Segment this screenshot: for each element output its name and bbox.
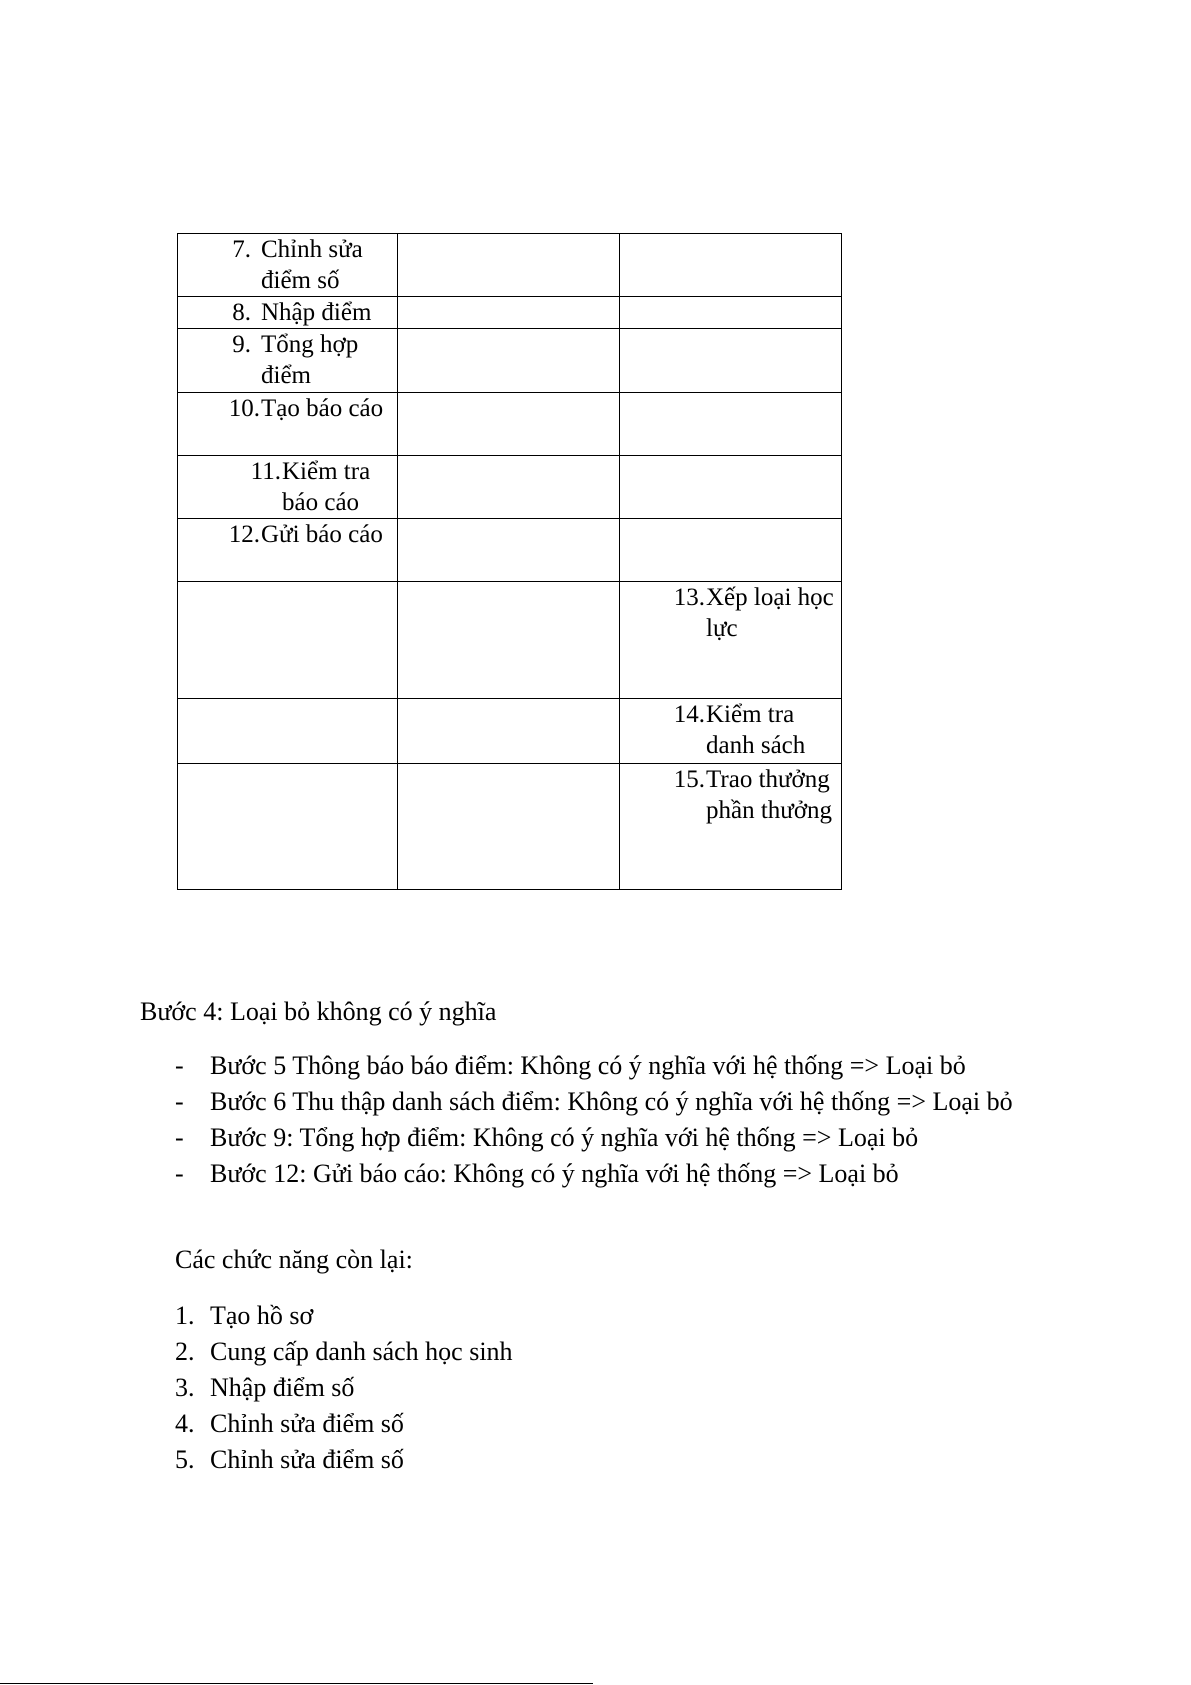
list-item-text: Bước 12: Gửi báo cáo: Không có ý nghĩa với hệ thống => Loại bỏ [210, 1159, 899, 1188]
table-cell [398, 297, 620, 329]
table-cell [178, 456, 398, 519]
table-row [178, 764, 842, 890]
table-cell [398, 519, 620, 582]
table-cell [398, 456, 620, 519]
table-item [178, 456, 397, 518]
table-row [178, 519, 842, 582]
table-item [178, 329, 397, 391]
table-cell [178, 699, 398, 764]
step4-heading: Bước 4: Loại bỏ không có ý nghĩa [140, 997, 497, 1026]
footnote-rule [0, 1683, 593, 1684]
table-cell [398, 764, 620, 890]
list-number: 5. [175, 1445, 195, 1474]
table-item [178, 297, 397, 328]
list-item [175, 1048, 1055, 1084]
bullet-marker: - [175, 1123, 184, 1152]
table-cell [178, 764, 398, 890]
list-item-text: Chỉnh sửa điểm số [210, 1445, 404, 1474]
list-number: 4. [175, 1409, 195, 1438]
table-row [178, 582, 842, 699]
item-number: 11. [250, 458, 281, 485]
list-item [175, 1120, 1055, 1156]
list-item [175, 1156, 1055, 1192]
item-number: 8. [232, 299, 251, 326]
item-text: Xếp loại học lực [706, 584, 834, 642]
table-row [178, 393, 842, 456]
table-cell [178, 234, 398, 297]
table-row [178, 456, 842, 519]
table-cell [178, 329, 398, 393]
item-number: 10. [228, 395, 260, 422]
table-item [620, 764, 841, 826]
table-item [178, 234, 397, 296]
list-number: 1. [175, 1301, 195, 1330]
item-text: Kiểm tra báo cáo [282, 458, 371, 516]
remaining-functions-list [175, 1298, 513, 1478]
bullet-marker: - [175, 1159, 184, 1188]
item-text: Gửi báo cáo [261, 521, 383, 548]
table-cell [398, 329, 620, 393]
table-row [178, 329, 842, 393]
list-item-text: Bước 6 Thu thập danh sách điểm: Không có ý nghĩa với hệ thống => Loại bỏ [210, 1087, 1013, 1116]
item-number: 12. [228, 521, 260, 548]
function-table [177, 233, 842, 890]
table-cell [620, 297, 842, 329]
list-item [175, 1370, 513, 1406]
table-row [178, 297, 842, 329]
table-item [620, 582, 841, 644]
list-item-text: Tạo hồ sơ [210, 1301, 314, 1330]
item-text: Tạo báo cáo [261, 395, 384, 422]
table-cell [620, 456, 842, 519]
item-number: 13. [673, 584, 705, 611]
table-cell [620, 234, 842, 297]
list-item [175, 1084, 1055, 1120]
table-cell [178, 582, 398, 699]
list-item-text: Chỉnh sửa điểm số [210, 1409, 404, 1438]
item-text: Tổng hợp điểm [261, 331, 359, 389]
item-text: Nhập điểm [261, 299, 372, 326]
table-cell [178, 297, 398, 329]
table-cell [620, 582, 842, 699]
table-cell [398, 234, 620, 297]
list-item-text: Bước 5 Thông báo báo điểm: Không có ý nghĩa với hệ thống => Loại bỏ [210, 1051, 966, 1080]
table-cell [398, 699, 620, 764]
table-cell [178, 393, 398, 456]
bullet-marker: - [175, 1051, 184, 1080]
item-text: Chỉnh sửa điểm số [261, 236, 363, 294]
bullet-marker: - [175, 1087, 184, 1116]
table-row [178, 699, 842, 764]
item-number: 15. [673, 766, 705, 793]
table-cell [620, 699, 842, 764]
table-item [620, 699, 841, 761]
list-item [175, 1442, 513, 1478]
list-item-text: Cung cấp danh sách học sinh [210, 1337, 513, 1366]
table-cell [398, 582, 620, 699]
item-number: 9. [232, 331, 251, 358]
table-cell [178, 519, 398, 582]
list-item-text: Bước 9: Tổng hợp điểm: Không có ý nghĩa với hệ thống => Loại bỏ [210, 1123, 919, 1152]
table-item [178, 393, 397, 424]
list-number: 3. [175, 1373, 195, 1402]
table-cell [620, 519, 842, 582]
table-cell [620, 764, 842, 890]
removed-steps-list [175, 1048, 1055, 1192]
list-item [175, 1406, 513, 1442]
table-cell [620, 329, 842, 393]
item-text: Trao thưởng phần thưởng [706, 766, 833, 824]
table-row [178, 234, 842, 297]
list-item [175, 1334, 513, 1370]
item-text: Kiểm tra danh sách [706, 701, 806, 759]
item-number: 7. [232, 236, 251, 263]
table-cell [620, 393, 842, 456]
list-number: 2. [175, 1337, 195, 1366]
table-cell [398, 393, 620, 456]
list-item-text: Nhập điểm số [210, 1373, 355, 1402]
table-item [178, 519, 397, 550]
list-item [175, 1298, 513, 1334]
remaining-functions-heading: Các chức năng còn lại: [175, 1245, 413, 1274]
item-number: 14. [673, 701, 705, 728]
